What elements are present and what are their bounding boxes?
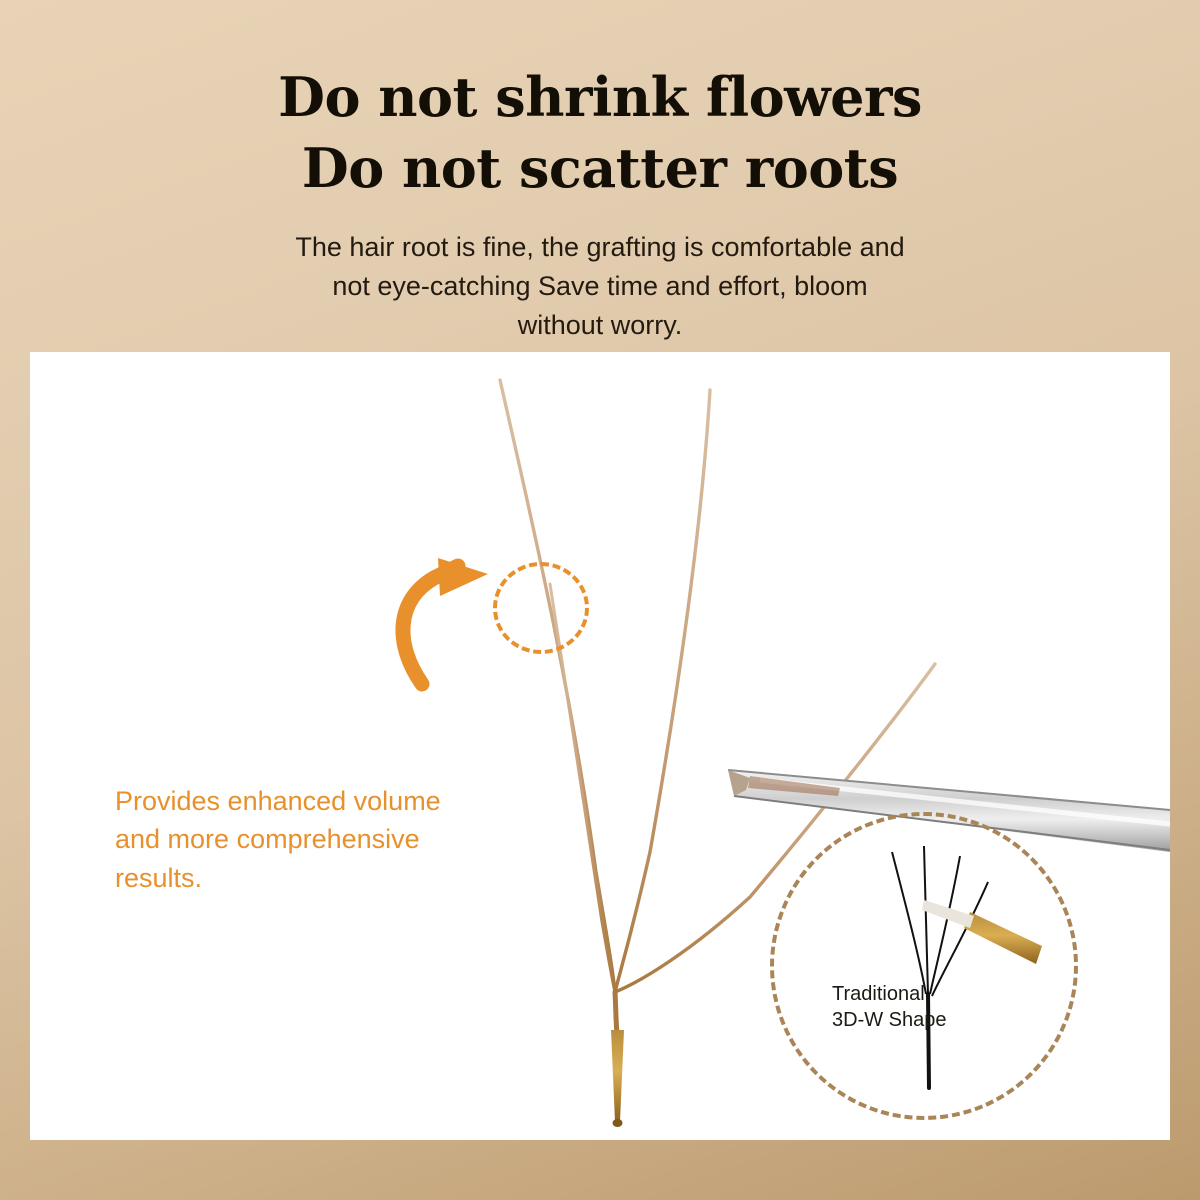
highlight-circle-icon — [493, 562, 589, 654]
product-photo-panel — [30, 352, 1170, 1140]
traditional-3dw-shape-illustration — [774, 816, 1074, 1116]
volume-caption — [115, 782, 555, 897]
subtitle — [210, 228, 990, 345]
inset-label-line-1: Traditional — [832, 983, 925, 1005]
volume-caption-line-1: Provides enhanced volume — [115, 786, 441, 816]
traditional-shape-inset — [770, 812, 1078, 1120]
subtitle-line-2: not eye-catching Save time and effort, bloom — [332, 271, 868, 302]
volume-caption-line-2: and more comprehensive — [115, 824, 420, 855]
inset-label — [832, 981, 947, 1033]
headline-line-2: Do not scatter roots — [301, 136, 899, 201]
subtitle-line-3: without worry. — [517, 310, 683, 341]
volume-caption-line-3: results. — [115, 862, 203, 893]
headline-line-1: Do not shrink flowers — [278, 65, 922, 129]
subtitle-line-1: The hair root is fine, the grafting is comfortable and — [295, 232, 905, 262]
page-title — [0, 62, 1200, 205]
inset-label-line-2: 3D-W Shape — [832, 1009, 947, 1031]
